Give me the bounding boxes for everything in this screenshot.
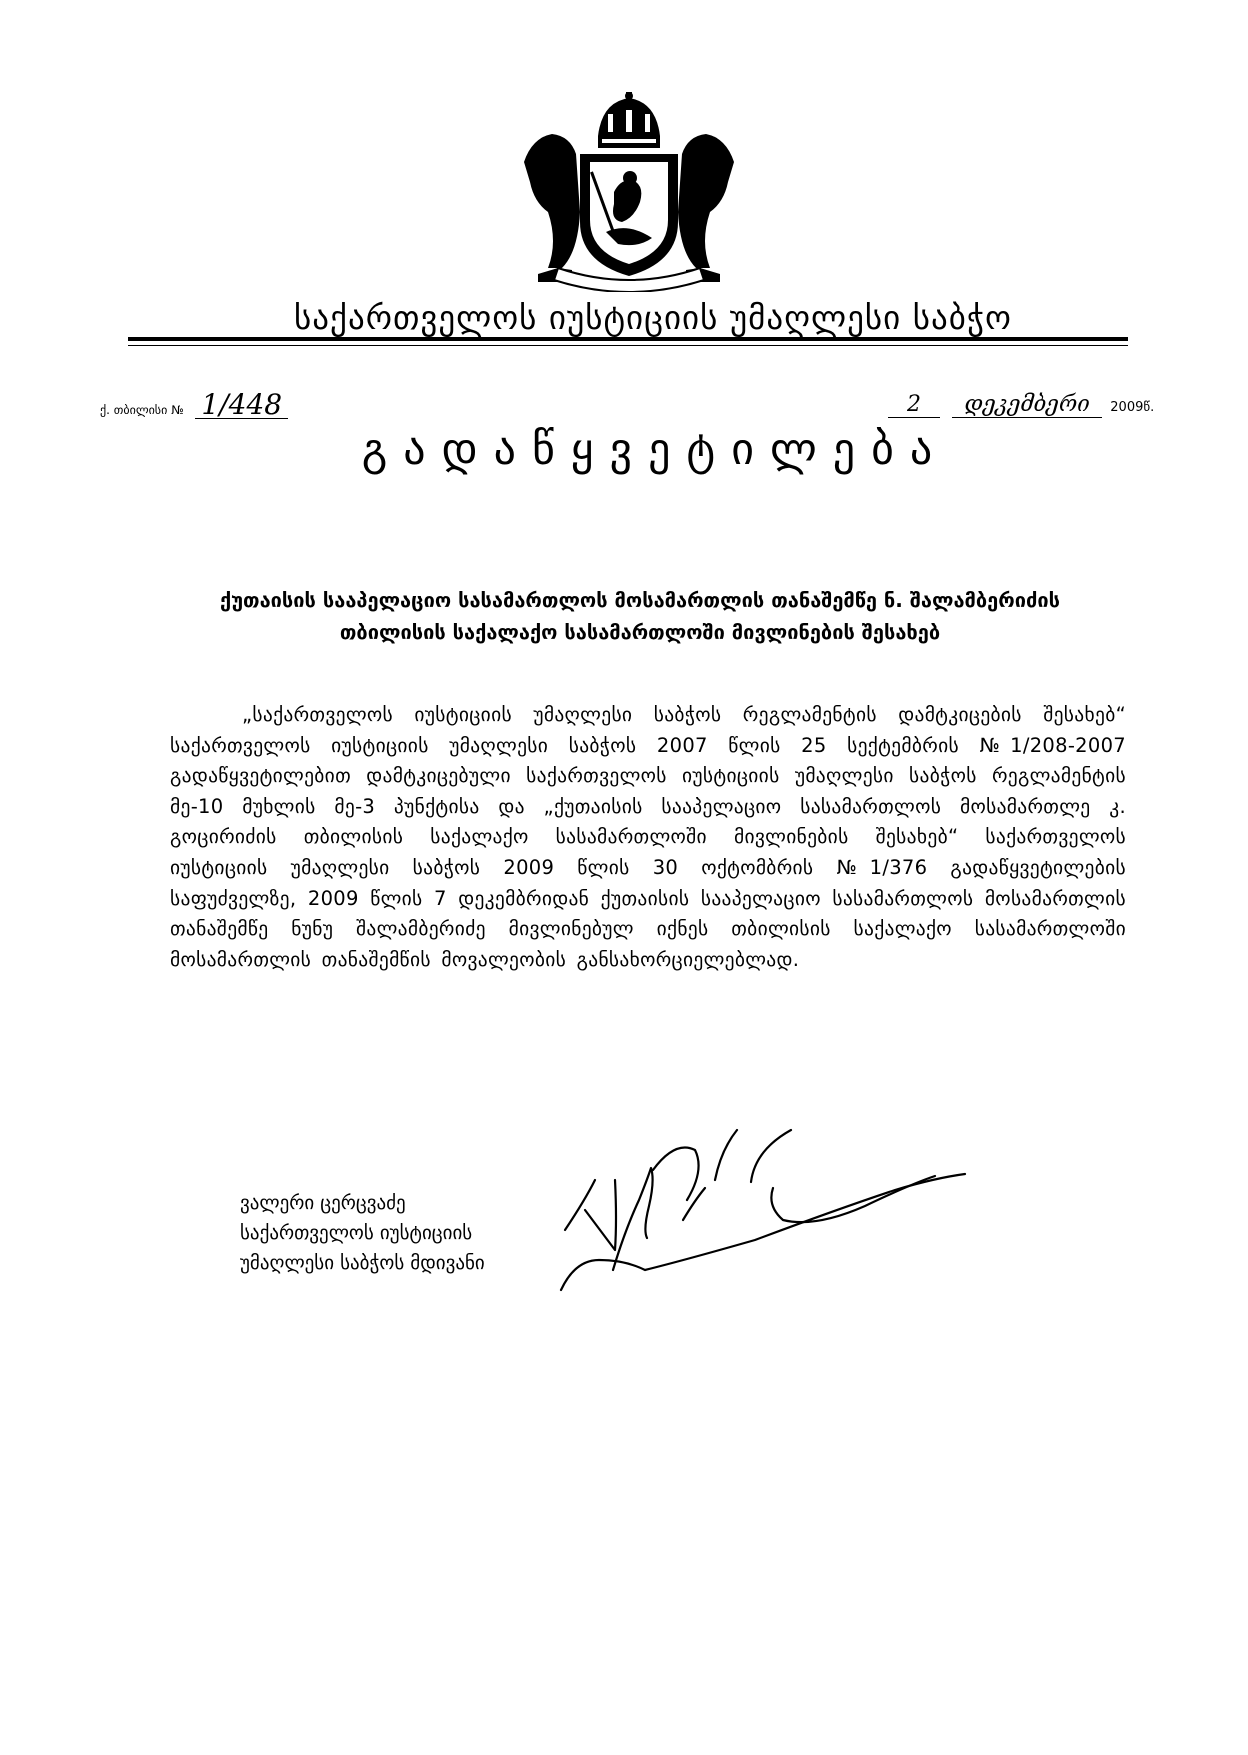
city-number-label: ქ. თბილისი №: [100, 403, 184, 417]
document-type-heading: გადაწყვეტილება: [361, 424, 949, 475]
handwritten-signature: [555, 1110, 975, 1310]
handwritten-month: დეკემბერი: [952, 392, 1102, 418]
signer-block: [240, 1188, 485, 1278]
decision-body-paragraph: „საქართველოს იუსტიციის უმაღლესი საბჭოს რეგლამენტის დამტკიცების შესახებ“ საქართველოს იუსტიციის უმაღლესი საბჭოს 2007 წლის 25 სექტემბრის №1/208-2007 გადაწყვეტილებით დამტკიცებული საქართველოს იუსტიციის უმაღლესი საბჭოს რეგლამენტის მე-10 მუხლის მე-3 პუნქტისა და „ქუთაისის სააპელაციო სასამართლოს მოსამართლე კ. გოცირიძის თბილისის საქალაქო სასამართლოში მივლინების შესახებ“ საქართველოს იუსტიციის უმაღლესი საბჭოს 2009 წლის 30 ოქტომბრის №1/376 გადაწყვეტილების საფუძველზე, 2009 წლის 7 დეკემბრიდან ქუთაისის სააპელაციო სასამართლოს მოსამართლის თანაშემწე ნუნუ შალამბერიძე მივლინებულ იქნეს თბილისის საქალაქო სასამართლოში მოსამართლის თანაშემწის მოვალეობის განსახორციელებლად.: [170, 703, 1126, 971]
signer-title-line-2: უმაღლესი საბჭოს მდივანი: [240, 1252, 485, 1274]
reference-number-line: [100, 388, 288, 421]
signer-name: ვალერი ცერცვაძე: [240, 1192, 406, 1214]
handwritten-day: 2: [888, 392, 940, 418]
handwritten-decision-number: 1/448: [195, 392, 288, 419]
coat-of-arms-emblem: [518, 92, 740, 292]
signer-title-line-1: საქართველოს იუსტიციის: [240, 1222, 473, 1244]
year-suffix: 2009წ.: [1110, 400, 1155, 415]
header-rule-thick: [128, 337, 1128, 341]
header-rule-thin: [128, 345, 1128, 346]
date-line: [888, 392, 1154, 418]
subject-heading: [140, 584, 1140, 648]
subject-line-1: ქუთაისის სააპელაციო სასამართლოს მოსამართლის თანაშემწე ნ. შალამბერიძის: [220, 588, 1060, 612]
subject-line-2: თბილისის საქალაქო სასამართლოში მივლინების შესახებ: [339, 620, 941, 644]
council-name-heading: საქართველოს იუსტიციის უმაღლესი საბჭო: [294, 298, 1012, 337]
